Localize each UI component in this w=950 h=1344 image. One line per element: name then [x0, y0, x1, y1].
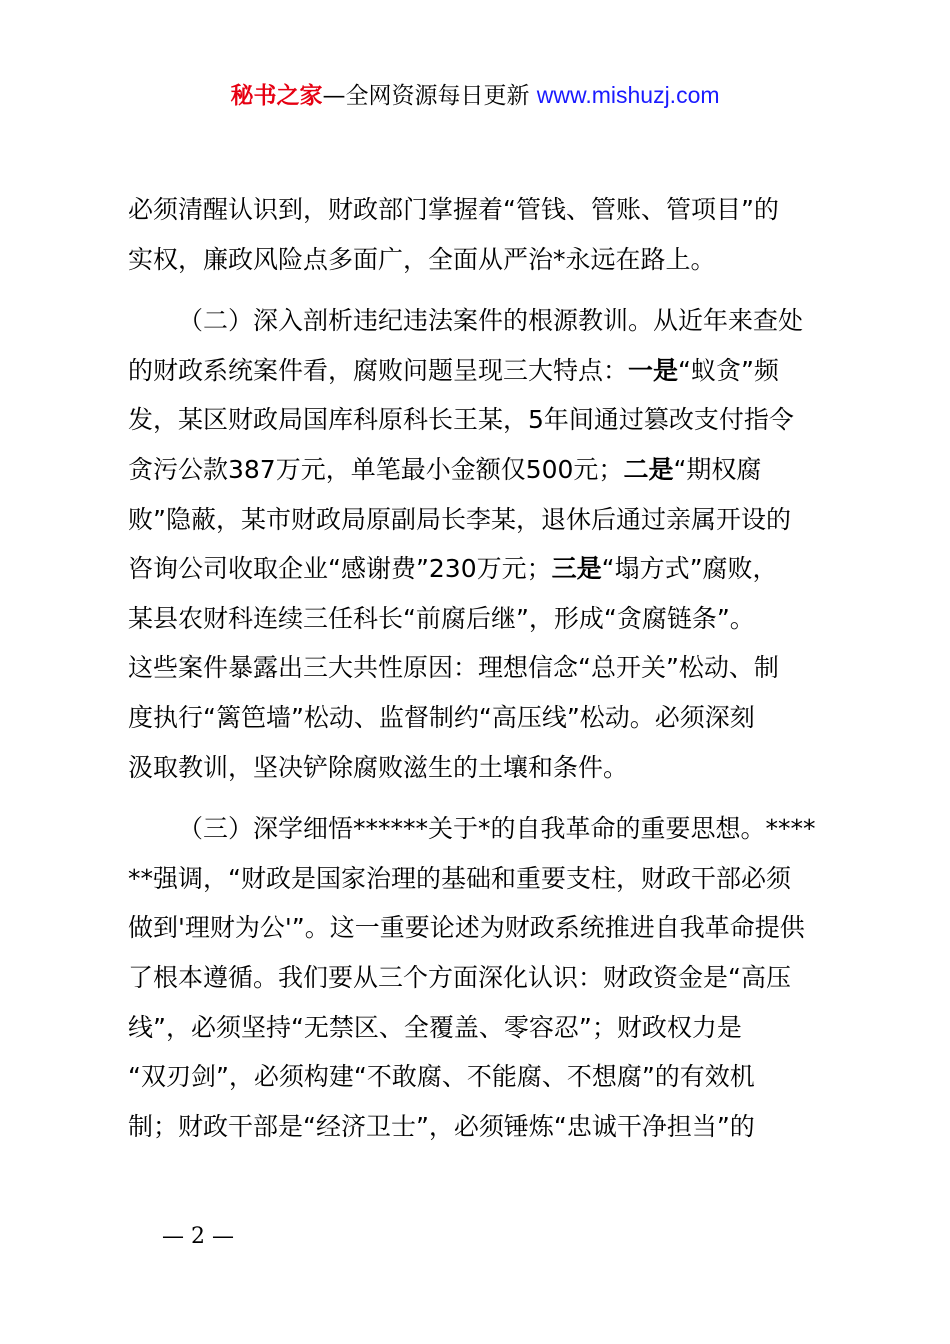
emphasis-third: 三是 — [551, 554, 602, 584]
text-line: 了根本遵循。我们要从三个方面深化认识：财政资金是“高压 — [128, 962, 791, 992]
text-line: 必须清醒认识到，财政部门掌握着“管钱、管账、管项目”的 — [128, 195, 779, 224]
page-header — [0, 78, 950, 113]
text-line: 的财政系统案件看，腐败问题呈现三大特点：一是“蚁贪”频 — [128, 355, 779, 385]
text-line: **强调，“财政是国家治理的基础和重要支柱，财政干部必须 — [128, 863, 791, 893]
emphasis-first: 一是 — [628, 355, 679, 385]
text-line: 制；财政干部是“经济卫士”，必须锤炼“忠诚干净担当”的 — [128, 1111, 755, 1141]
text-line: 败”隐蔽，某市财政局原副局长李某，退休后通过亲属开设的 — [128, 504, 791, 534]
website-link[interactable]: www.mishuzj.com — [536, 82, 720, 108]
text-line: 贪污公款387万元，单笔最小金额仅500元；二是“期权腐 — [128, 454, 762, 484]
paragraph-2 — [128, 296, 828, 792]
emphasis-second: 二是 — [623, 454, 674, 484]
text-line: 线”，必须坚持“无禁区、全覆盖、零容忍”；财政权力是 — [128, 1012, 742, 1042]
text-line: 这些案件暴露出三大共性原因：理想信念“总开关”松动、制 — [128, 653, 779, 683]
text-line: 度执行“篱笆墙”松动、监督制约“高压线”松动。必须深刻 — [128, 702, 755, 732]
text-line: 发，某区财政局国库科原科长王某，5年间通过篡改支付指令 — [128, 405, 794, 435]
page-number: — 2 — — [162, 1224, 234, 1249]
text-line: （二）深入剖析违纪违法案件的根源教训。从近年来查处 — [178, 306, 804, 336]
text-line: 咨询公司收取企业“感谢费”230万元；三是“塌方式”腐败， — [128, 554, 778, 584]
text-line: 汲取教训，坚决铲除腐败滋生的土壤和条件。 — [128, 752, 629, 782]
paragraph-3 — [128, 804, 828, 1151]
brand-name: 秘书之家 — [230, 83, 323, 109]
paragraph-1 — [128, 185, 828, 284]
text-line: 实权，廉政风险点多面广，全面从严治*永远在路上。 — [128, 244, 716, 274]
document-body — [128, 185, 828, 1151]
text-line: 某县农财科连续三任科长“前腐后继”，形成“贪腐链条”。 — [128, 603, 755, 633]
text-line: （三）深学细悟******关于*的自我革命的重要思想。**** — [178, 814, 816, 844]
header-slogan: —全网资源每日更新 — [322, 83, 537, 109]
text-line: 做到'理财为公'”。这一重要论述为财政系统推进自我革命提供 — [128, 913, 805, 943]
text-line: “双刃剑”，必须构建“不敢腐、不能腐、不想腐”的有效机 — [128, 1062, 755, 1092]
